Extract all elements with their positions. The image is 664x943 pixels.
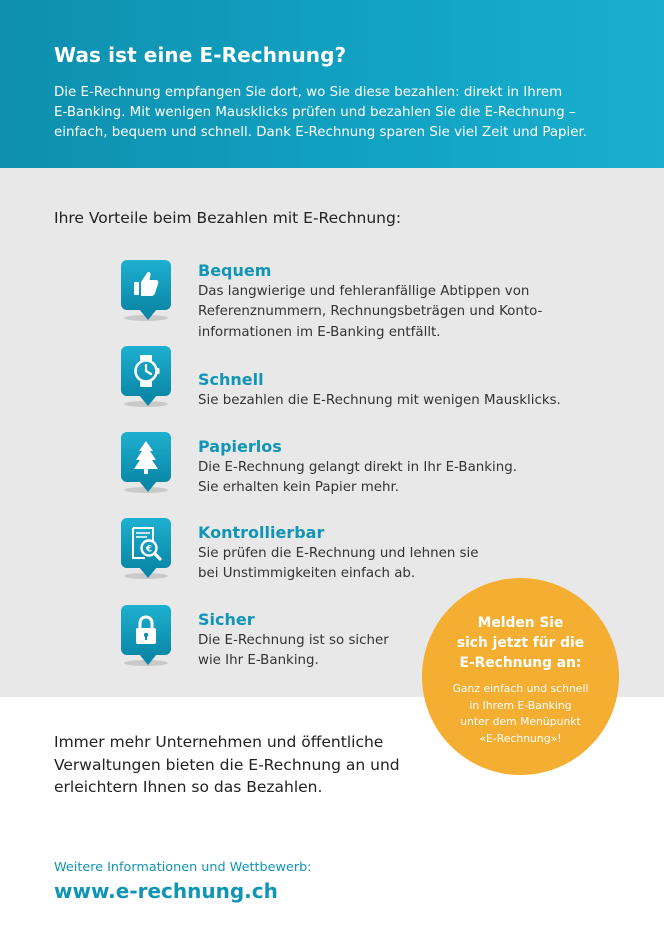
svg-text:€: € xyxy=(145,544,153,555)
description-line: Sie erhalten kein Papier mehr. xyxy=(198,480,400,496)
footer-line: Immer mehr Unternehmen und öffentliche xyxy=(54,733,384,751)
badge-sub-line: Ganz einfach und schnell xyxy=(452,682,589,695)
benefit-description xyxy=(198,391,578,411)
badge-title-line: E-Rechnung an: xyxy=(459,655,582,671)
intro-line: Die E-Rechnung empfangen Sie dort, wo Sie diese bezahlen: direkt in Ihrem xyxy=(54,85,563,100)
badge-sub-line: unter dem Menüpunkt xyxy=(460,715,581,729)
description-line: Sie prüfen die E-Rechnung und lehnen sie xyxy=(198,546,479,561)
benefit-title: Schnell xyxy=(198,370,264,389)
intro-paragraph xyxy=(54,83,624,143)
thumbs-up-icon xyxy=(121,260,171,322)
benefit-title: Bequem xyxy=(198,261,272,280)
benefit-description xyxy=(198,458,578,499)
footer-paragraph xyxy=(54,731,424,799)
lock-icon xyxy=(121,605,171,667)
tree-icon xyxy=(121,432,171,494)
badge-title xyxy=(422,613,619,673)
description-line: bei Unstimmigkeiten einfach ab. xyxy=(198,566,416,582)
description-line: Das langwierige und fehleranfällige Abtippen von xyxy=(198,284,530,299)
description-line: Die E-Rechnung gelangt direkt in Ihr E-Banking. xyxy=(198,460,517,475)
signup-badge xyxy=(422,578,619,775)
badge-sub-line: in Ihrem E-Banking xyxy=(469,698,572,712)
benefit-title: Sicher xyxy=(198,610,255,629)
intro-line: einfach, bequem und schnell. Dank E-Rechnung sparen Sie viel Zeit und Papier. xyxy=(54,125,588,140)
badge-title-line: sich jetzt für die xyxy=(456,635,585,651)
benefit-title: Kontrollierbar xyxy=(198,523,325,542)
benefit-title: Papierlos xyxy=(198,437,282,456)
benefit-description xyxy=(198,282,578,343)
intro-line: E-Banking. Mit wenigen Mausklicks prüfen und bezahlen Sie die E-Rechnung – xyxy=(54,105,576,120)
benefits-intro: Ihre Vorteile beim Bezahlen mit E-Rechnung: xyxy=(54,209,402,227)
badge-title-line: Melden Sie xyxy=(477,615,564,631)
description-line: informationen im E-Banking entfällt. xyxy=(198,324,441,340)
page-title: Was ist eine E-Rechnung? xyxy=(54,43,347,67)
footer-line: erleichtern Ihnen so das Bezahlen. xyxy=(54,778,323,796)
intro-header xyxy=(0,0,664,168)
watch-icon xyxy=(121,346,171,408)
description-line: Referenznummern, Rechnungsbeträgen und Konto- xyxy=(198,304,543,320)
footer-line: Verwaltungen bieten die E-Rechnung an und xyxy=(54,755,400,774)
description-line: Die E-Rechnung ist so sicher xyxy=(198,633,389,648)
description-line: wie Ihr E-Banking. xyxy=(198,653,319,669)
description-line: Sie bezahlen die E-Rechnung mit wenigen Mausklicks. xyxy=(198,393,561,408)
badge-subtitle xyxy=(422,681,619,747)
invoice-magnifier-icon xyxy=(121,518,171,580)
info-label: Weitere Informationen und Wettbewerb: xyxy=(54,860,312,875)
website-link[interactable]: www.e-rechnung.ch xyxy=(54,879,278,903)
badge-sub-line: «E-Rechnung»! xyxy=(479,731,562,745)
